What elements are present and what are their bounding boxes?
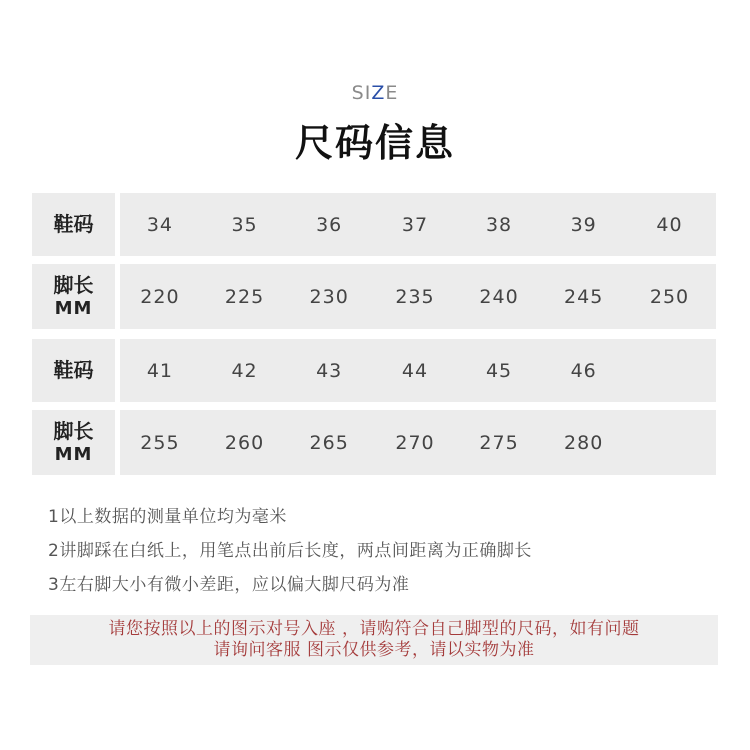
size-value: 45 [485, 359, 513, 382]
size-value: 46 [570, 359, 597, 382]
length-value: 220 [140, 285, 180, 308]
page-title: 尺码信息 [294, 121, 455, 165]
row-header-label: 鞋码 [53, 358, 94, 382]
size-value: 36 [316, 213, 343, 236]
length-value: 270 [395, 431, 435, 454]
size-value: 41 [146, 359, 174, 382]
notice-line-2: 请询问客服 图示仅供参考，请以实物为准 [213, 640, 535, 660]
length-value: 255 [140, 431, 180, 454]
size-value: 44 [401, 359, 429, 382]
size-value: 43 [316, 359, 343, 382]
row-header-foot-length [32, 410, 115, 475]
length-value: 235 [395, 285, 435, 308]
size-row-1 [32, 193, 716, 256]
row-header-label: 脚长 [53, 272, 94, 297]
size-value: 39 [570, 213, 597, 236]
size-value: 34 [146, 213, 174, 236]
size-value: 37 [401, 213, 429, 236]
size-value: 40 [656, 213, 683, 236]
size-label-pre: SI [351, 82, 372, 104]
size-row-4 [32, 410, 716, 475]
note-item: 2讲脚踩在白纸上，用笔点出前后长度，两点间距离为正确脚长 [48, 541, 532, 561]
row-header-foot-length [32, 264, 115, 329]
row-header-shoe-size [32, 193, 115, 256]
length-value: 280 [564, 431, 604, 454]
size-value: 38 [485, 213, 513, 236]
length-value: 230 [309, 285, 349, 308]
row-header-label: 鞋码 [53, 212, 94, 236]
value-cells [120, 264, 716, 329]
size-value: 35 [231, 213, 258, 236]
row-header-label: 脚长 [53, 418, 94, 443]
row-header-unit: MM [54, 297, 93, 319]
size-label [0, 82, 750, 104]
length-value: 240 [479, 285, 519, 308]
size-label-accent: Z [371, 82, 386, 104]
length-value: 250 [649, 285, 690, 308]
note-item: 1以上数据的测量单位均为毫米 [48, 507, 287, 527]
row-header-unit: MM [54, 443, 93, 465]
value-cells [120, 339, 716, 402]
size-label-post: E [385, 82, 399, 104]
size-value: 42 [231, 359, 258, 382]
row-header-shoe-size [32, 339, 115, 402]
notice-banner [30, 615, 718, 665]
value-cells [120, 410, 716, 475]
length-value: 225 [224, 285, 265, 308]
measurement-notes [48, 505, 532, 607]
size-row-2 [32, 264, 716, 329]
length-value: 275 [479, 431, 519, 454]
size-row-3 [32, 339, 716, 402]
size-table [32, 193, 716, 483]
length-value: 260 [224, 431, 265, 454]
notice-line-1: 请您按照以上的图示对号入座 ，请购符合自己脚型的尺码，如有问题 [108, 619, 640, 639]
note-item: 3左右脚大小有微小差距，应以偏大脚尺码为准 [48, 575, 410, 595]
value-cells [120, 193, 716, 256]
length-value: 265 [309, 431, 349, 454]
length-value: 245 [564, 285, 604, 308]
